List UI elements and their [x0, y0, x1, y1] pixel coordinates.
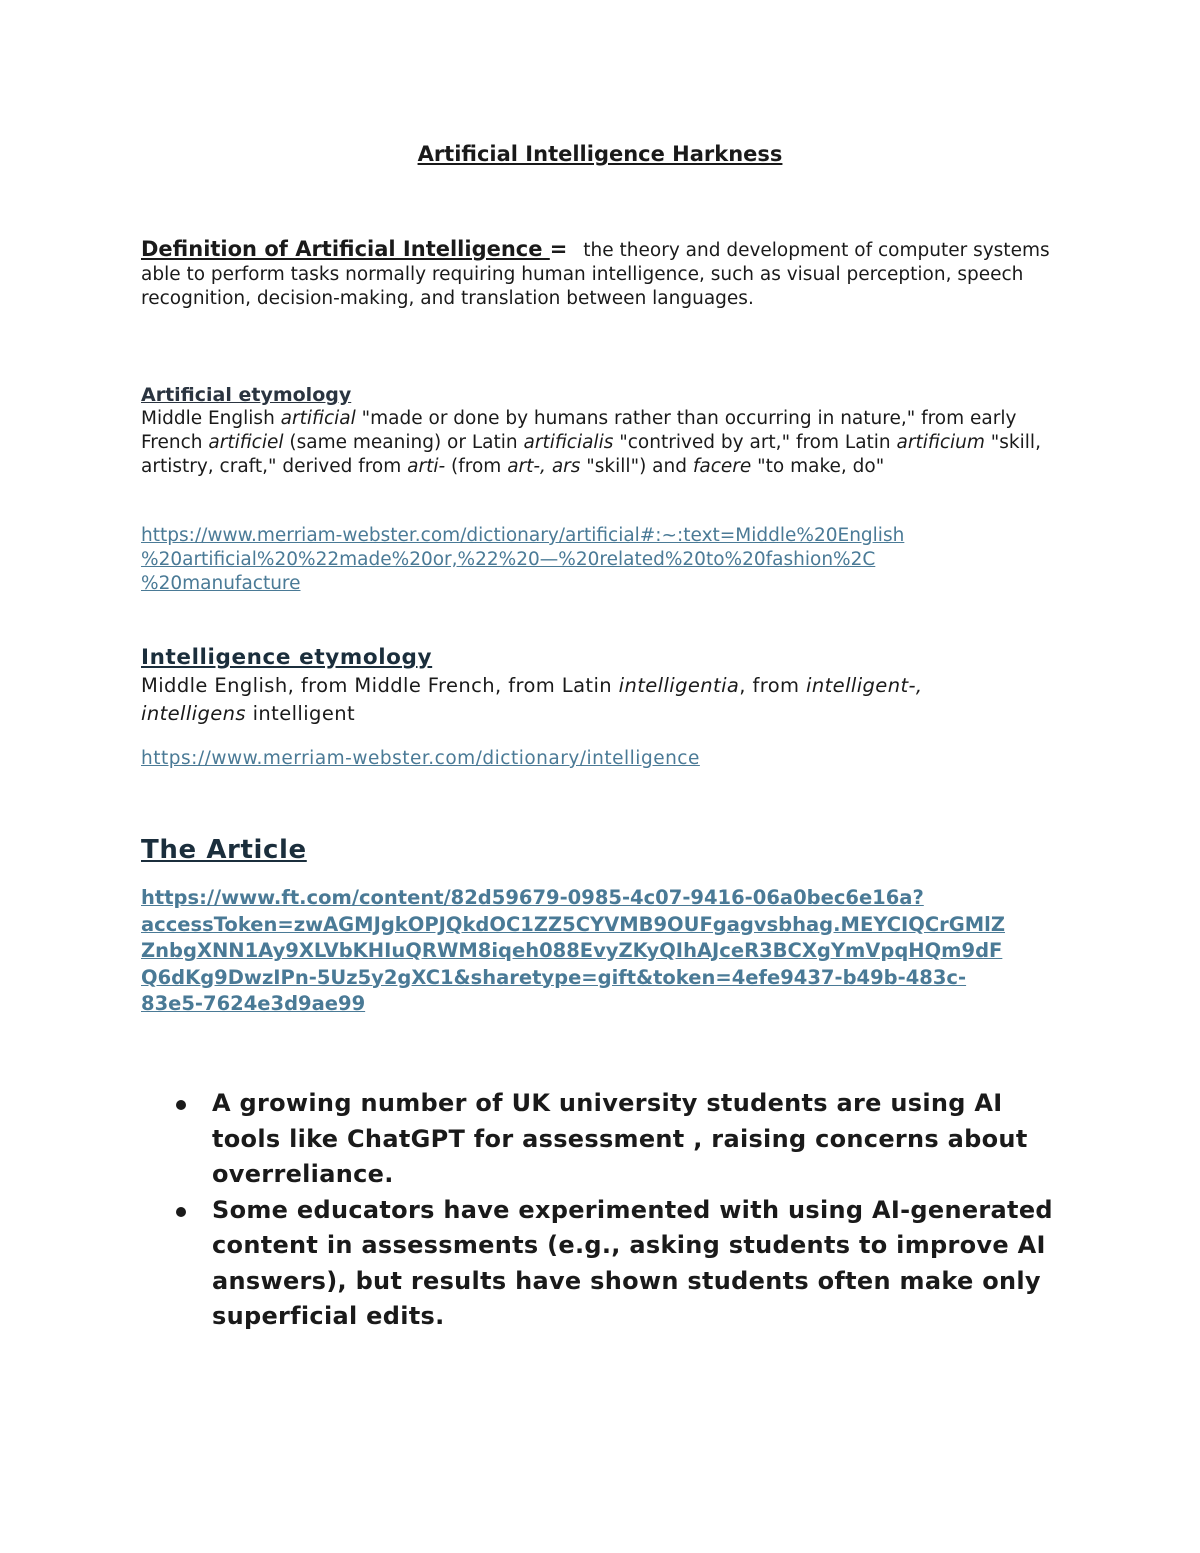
article-link[interactable]	[141, 885, 1061, 1018]
intelligence-etymology-heading: Intelligence etymology	[141, 645, 433, 670]
article-heading: The Article	[141, 835, 307, 865]
merriam-webster-artificial-link-line2[interactable]: %20artificial%20%22made%20or,%22%20—%20related%20to%20fashion%2C	[141, 549, 876, 570]
article-section	[141, 835, 1061, 865]
merriam-webster-artificial-link-line1[interactable]: https://www.merriam-webster.com/dictionary/artificial#:~:text=Middle%20English	[141, 525, 905, 546]
definition-section	[141, 237, 1061, 311]
intelligence-etymology-link[interactable]	[141, 747, 1061, 771]
definition-text: computer systems able to perform tasks normally requiring human intelligence, such as visual perception, speech recognition, decision-making, and translation between languages.	[141, 240, 1050, 309]
artificial-etymology-section	[141, 383, 1061, 479]
ft-article-link-line2[interactable]: accessToken=zwAGMJgkOPJQkdOC1ZZ5CYVMB9OUFgagvsbhag.MEYCIQCrGMlZ	[141, 912, 1005, 936]
merriam-webster-artificial-link-line3[interactable]: %20manufacture	[141, 573, 301, 594]
artificial-etymology-text: Middle English artificial "made or done by humans rather than occurring in nature," from early French artificiel (same meaning) or Latin artificialis "contrived by art," from Latin artificium "skill, artistry, craft," derived from arti- (from art-, ars "skill") and facere "to make, do"	[141, 408, 1041, 477]
ft-article-link-line3[interactable]: ZnbgXNN1Ay9XLVbKHIuQRWM8iqeh088EvyZKyQIhAJceR3BCXgYmVpqHQm9dF	[141, 939, 1003, 962]
list-item	[170, 1193, 1070, 1335]
definition-text-start: the theory and development of	[583, 240, 873, 261]
ft-article-link-line1[interactable]: https://www.ft.com/content/82d59679-0985-4c07-9416-06a0bec6e16a?	[141, 886, 924, 909]
list-item	[170, 1086, 1070, 1193]
definition-equals: =	[549, 237, 568, 261]
ft-article-link-line4[interactable]: Q6dKg9DwzIPn-5Uz5y2gXC1&sharetype=gift&token=4efe9437-b49b-483c-	[141, 965, 967, 989]
ft-article-link-line5[interactable]: 83e5-7624e3d9ae99	[141, 992, 366, 1015]
summary-bullet-list	[170, 1086, 1070, 1335]
bullet-icon	[176, 1100, 186, 1110]
definition-heading: Definition of Artificial Intelligence	[141, 237, 543, 261]
artificial-etymology-heading: Artificial etymology	[141, 384, 352, 406]
bullet-icon	[176, 1207, 186, 1217]
definition-paragraph	[141, 237, 1061, 311]
page-title: Artificial Intelligence Harkness	[417, 142, 783, 166]
merriam-webster-intelligence-link[interactable]: https://www.merriam-webster.com/dictionary/intelligence	[141, 748, 700, 769]
intelligence-etymology-text: Middle English, from Middle French, from Latin intelligentia, from intelligent-, intelligens intelligent	[141, 674, 923, 725]
bullet-text: Some educators have experimented with using AI-generated content in assessments (e.g., asking students to improve AI answers), but results have shown students often make only superficial edits.	[212, 1195, 1053, 1330]
intelligence-etymology-section	[141, 645, 1061, 728]
artificial-etymology-link[interactable]	[141, 524, 1061, 596]
bullet-text: A growing number of UK university students are using AI tools like ChatGPT for assessment , raising concerns about overreliance.	[212, 1089, 1028, 1188]
